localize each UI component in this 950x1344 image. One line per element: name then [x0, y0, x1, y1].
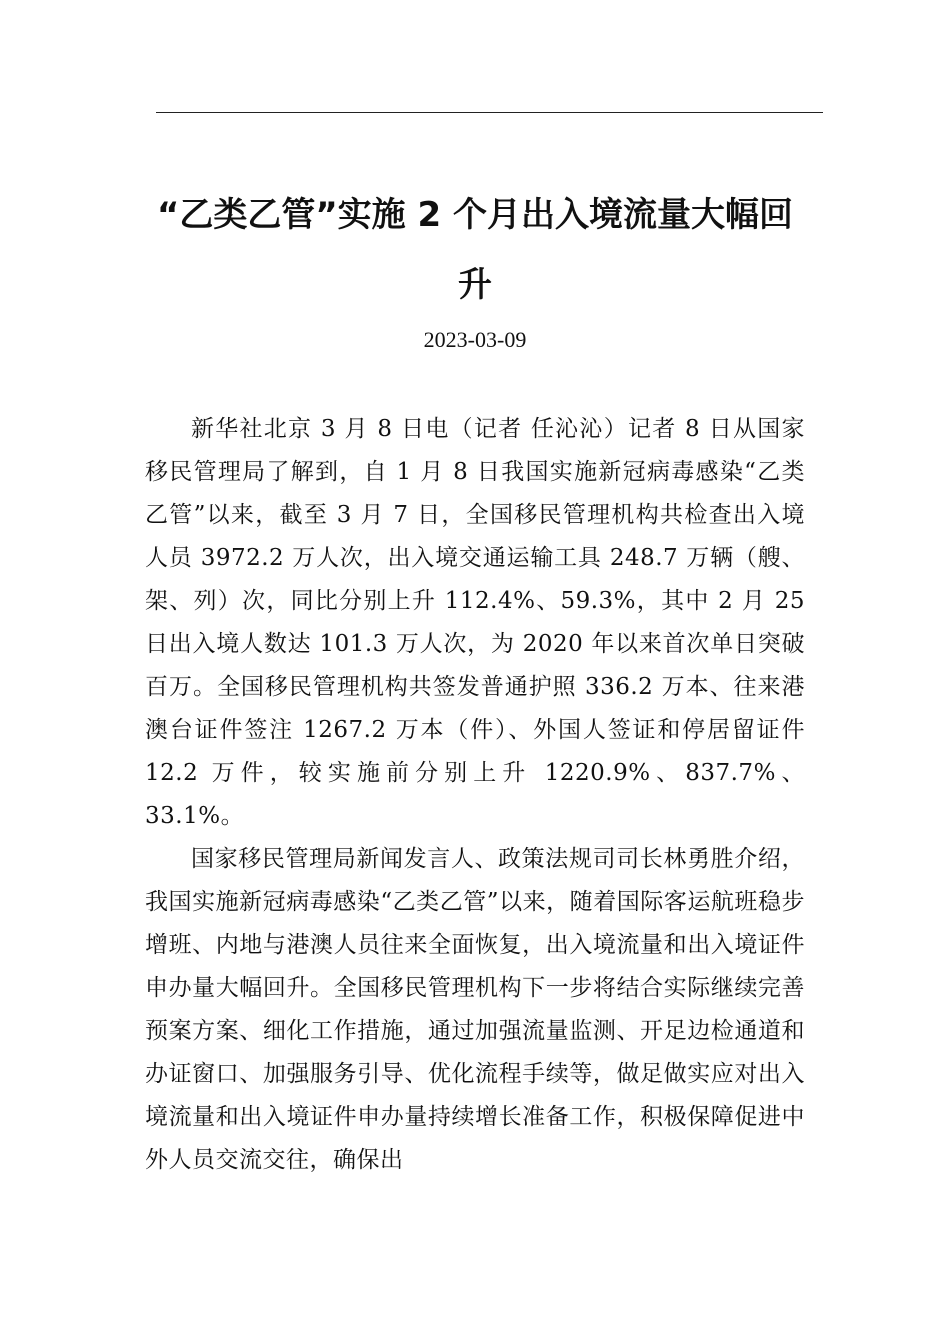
header-rule: [156, 112, 823, 113]
article-title: “乙类乙管”实施 2 个月出入境流量大幅回升: [156, 195, 794, 305]
article-body: [145, 408, 805, 1182]
article-paragraph-2: 国家移民管理局新闻发言人、政策法规司司长林勇胜介绍，我国实施新冠病毒感染“乙类乙管”以来，随着国际客运航班稳步增班、内地与港澳人员往来全面恢复，出入境流量和出入境证件申办量大幅回升。全国移民管理机构下一步将结合实际继续完善预案方案、细化工作措施，通过加强流量监测、开足边检通道和办证窗口、加强服务引导、优化流程手续等，做足做实应对出入境流量和出入境证件申办量持续增长准备工作，积极保障促进中外人员交流交往，确保出: [145, 846, 805, 1173]
article-paragraph-1: 新华社北京 3 月 8 日电（记者 任沁沁）记者 8 日从国家移民管理局了解到，自 1 月 8 日我国实施新冠病毒感染“乙类乙管”以来，截至 3 月 7 日，全国移民管理机构共检查出入境人员 3972.2 万人次，出入境交通运输工具 248.7 万辆（艘、架、列）次，同比分别上升 112.4%、59.3%，其中 2 月 25 日出入境人数达 101.3 万人次，为 2020 年以来首次单日突破百万。全国移民管理机构共签发普通护照 336.2 万本、往来港澳台证件签注 1267.2 万本（件）、外国人签证和停居留证件 12.2 万件，较实施前分别上升 1220.9%、837.7%、33.1%。: [145, 416, 805, 829]
article-date: 2023-03-09: [423, 327, 527, 352]
